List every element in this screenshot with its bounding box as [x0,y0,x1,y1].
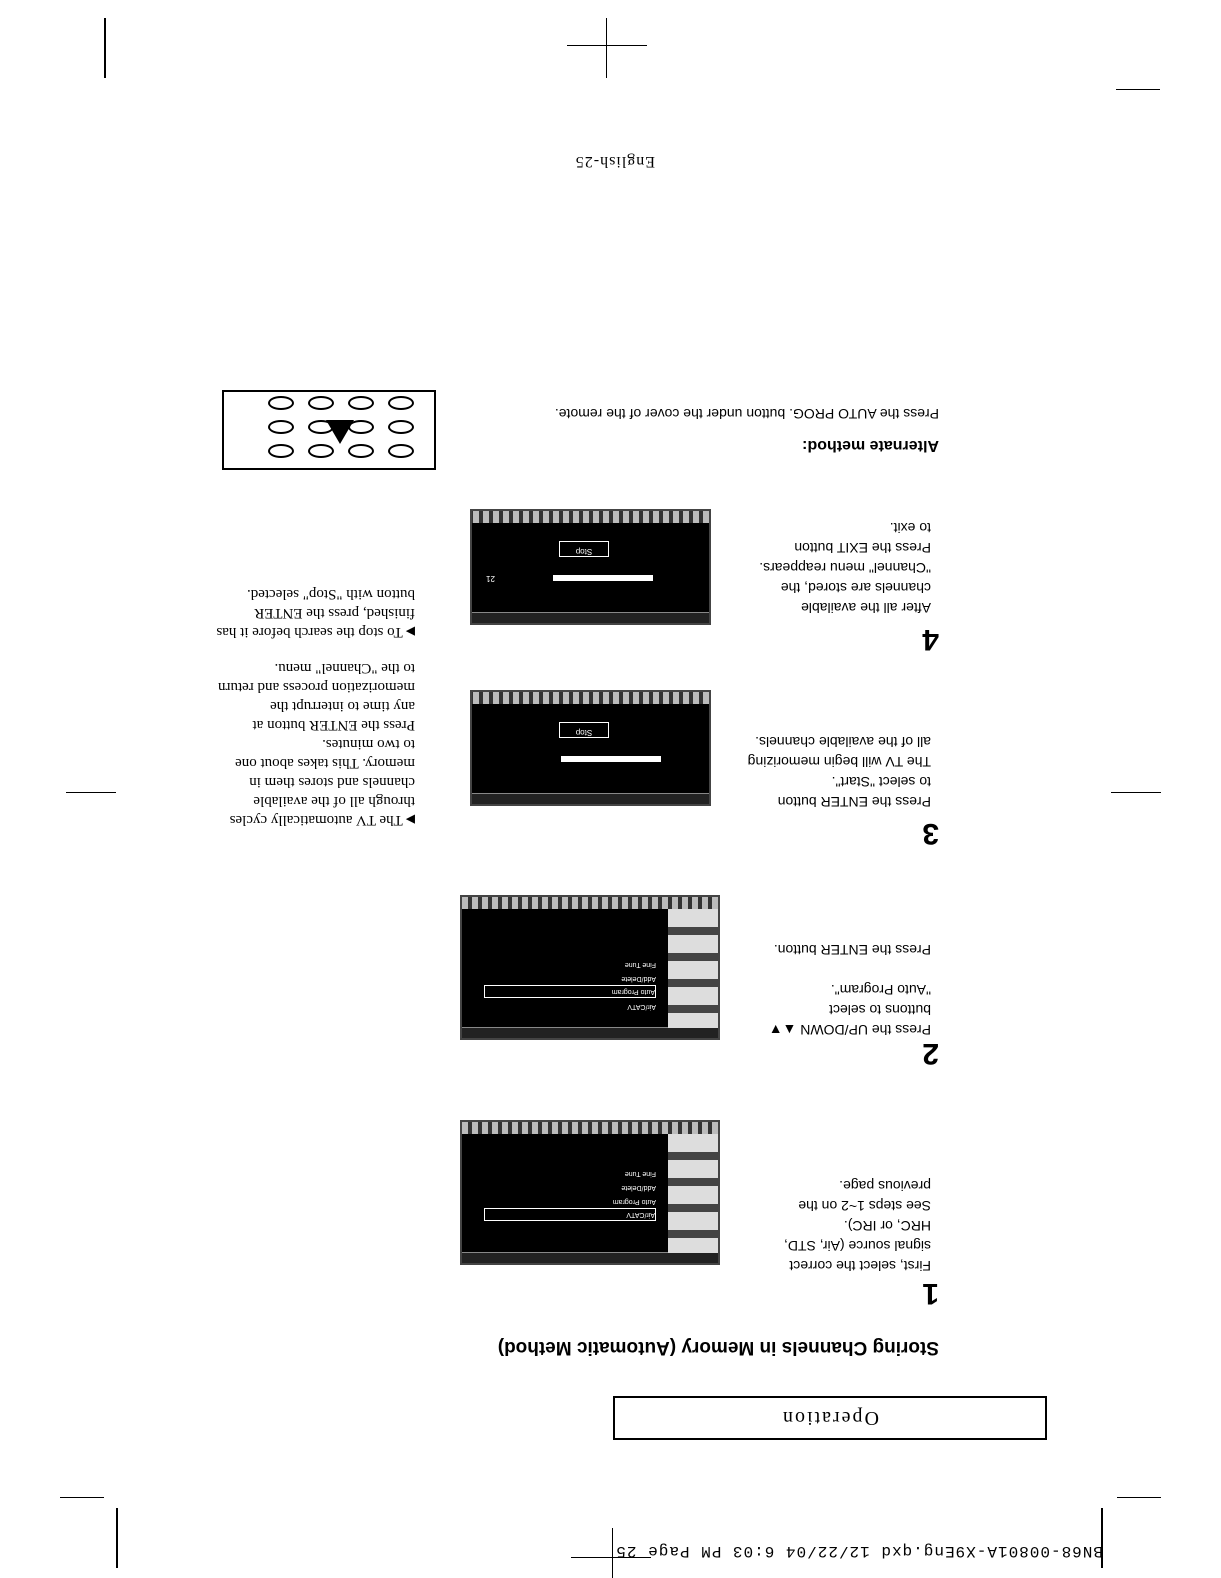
step-2-number: 2 [922,1037,939,1070]
alternate-text: Press the AUTO PROG. button under the cover of the remote. [554,406,939,422]
menu-row: Fine Tune [624,1170,656,1177]
menu-row: Add/Delete [621,1184,656,1191]
remote-button [308,444,334,458]
remote-button [268,420,294,434]
section-header [613,1396,1047,1440]
stop-button: Stop [559,722,609,738]
screen-header-icons [462,897,718,909]
menu-row: Auto Program [612,1198,656,1205]
remote-button [348,396,374,410]
crop-mark [1117,1497,1161,1498]
step-2-screen [460,895,720,1040]
screen-footer-bar [472,612,709,623]
page-title: Storing Channels in Memory (Automatic Method) [497,1337,939,1358]
menu-row: Air/CATV [627,1003,656,1010]
crop-mark [104,18,106,78]
pointer-arrow-icon [326,420,354,444]
remote-button [388,444,414,458]
crop-mark [606,18,607,78]
section-label: Operation [781,1407,879,1430]
screen-header-icons [462,1122,718,1134]
menu-row: Add/Delete [621,975,656,982]
menu-row: Fine Tune [624,961,656,968]
menu-row: Auto Program [484,985,656,998]
step-4-number: 4 [922,623,939,656]
menu-row: Air/CATV [484,1208,656,1221]
step-1-screen [460,1120,720,1265]
stop-button: Stop [559,541,609,557]
remote-button [348,444,374,458]
channel-value: 21 [486,574,495,583]
note-cycles: ▶ The TV automatically cycles through all of the available channels and stores them in memory. This takes about one to two minutes. Press the ENTER button at any time to interrupt the memorization process and return to the "Channel" menu. [217,660,415,828]
arrow-icon: ▶ [402,813,415,827]
step-1-number: 1 [922,1277,939,1310]
crop-mark [612,1528,613,1578]
alternate-heading: Alternate method: [802,437,939,454]
remote-button [388,396,414,410]
remote-button [268,396,294,410]
arrow-icon: ▶ [402,625,415,639]
remote-button [308,396,334,410]
crop-mark [567,45,647,46]
remote-button [268,444,294,458]
note-stop: ▶ To stop the search before it has finished, press the ENTER button with "Stop" selected. [216,586,415,640]
step-3-number: 3 [922,817,939,850]
step-3-text: Press the ENTER button to select "Start". The TV will begin memorizing all of the available channels. [747,734,931,810]
page-number: English-25 [574,153,655,170]
screen-header-icons [472,692,709,704]
screen-footer-bar [462,1252,718,1263]
step-3-screen [470,690,711,806]
screen-side-icons [668,1134,718,1253]
screen-side-icons [668,909,718,1028]
crop-mark [1116,89,1160,90]
remote-control-illustration [222,390,436,470]
crop-mark [66,792,116,793]
progress-bar [553,575,653,581]
step-4-screen [470,509,711,625]
step-1-text: First, select the correct signal source (Air, STD, HRC, or IRC). See steps 1~2 on the previous page. [783,1178,931,1274]
crop-mark [60,1497,104,1498]
progress-bar [561,756,661,762]
step-2-text: Press the UP/DOWN ▲▼ buttons to select "Auto Program". Press the ENTER button. [768,942,931,1038]
screen-header-icons [472,511,709,523]
screen-footer-bar [472,793,709,804]
crop-mark [116,1508,118,1568]
remote-button [388,420,414,434]
screen-footer-bar [462,1027,718,1038]
step-4-text: After all the available channels are stored, the "Channel" menu reappears. Press the EXIT button to exit. [759,520,931,616]
crop-mark [1111,792,1161,793]
file-slug: BN68-00801A-X9Eng.qxd 12/22/04 6:03 PM Page 25 [615,1542,1103,1560]
